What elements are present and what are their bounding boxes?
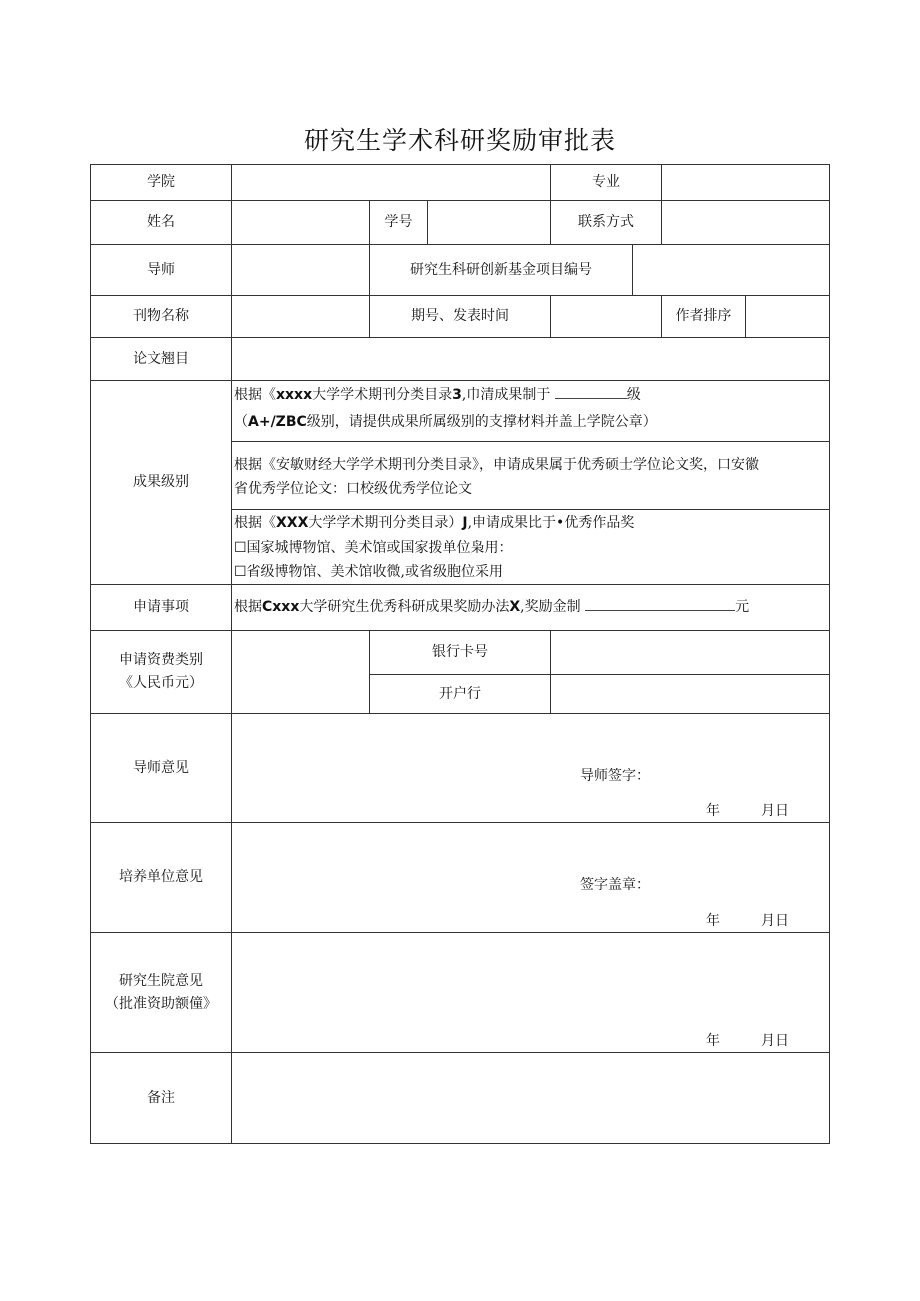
student-id-field[interactable] (428, 201, 550, 244)
author-rank-label: 作者排序 (675, 308, 732, 324)
bank-label: 开户行 (439, 685, 481, 702)
unit-month-day: 月日 (761, 913, 789, 929)
fund-type-label (91, 631, 231, 713)
school-opinion-label (91, 933, 231, 1052)
contact-label: 联系方式 (578, 214, 634, 230)
grid-line (90, 1143, 830, 1144)
school-opinion-field[interactable] (232, 933, 829, 1052)
major-field[interactable] (662, 165, 829, 200)
college-field[interactable] (232, 165, 550, 200)
advisor-opinion-label: 导师意见 (133, 759, 189, 776)
advisor-opinion-field[interactable] (232, 714, 829, 822)
fund-type-label-line2: 《人民币元） (119, 675, 203, 691)
level-option-3-line2[interactable]: ☐国家城博物馆、美术馆或国家拨单位枭用： (234, 540, 513, 556)
journal-field[interactable] (232, 296, 369, 337)
unit-year: 年 (706, 913, 720, 929)
journal-label: 刊物名称 (133, 308, 189, 324)
unit-signature-label: 签字盖章： (580, 877, 650, 893)
grid-line (232, 509, 830, 510)
grid-line (829, 164, 830, 1144)
unit-opinion-field[interactable] (232, 823, 829, 932)
major-label: 专业 (592, 174, 620, 190)
issue-date-label: 期号、发表时间 (411, 308, 509, 324)
bank-card-field[interactable] (551, 631, 829, 674)
level-option-1: 根据《xxxx大学学术期刊分类目录3,巾清成果制于 级 (234, 384, 641, 407)
level-blank[interactable] (555, 384, 627, 399)
fund-number-label: 研究生科研创新基金项目编号 (410, 261, 592, 278)
amount-blank[interactable] (585, 596, 735, 611)
bank-field[interactable] (551, 675, 829, 713)
bank-card-label: 银行卡号 (432, 644, 488, 660)
paper-title-label: 论文翘目 (133, 350, 189, 367)
level-option-1-note: （A+/ZBC级别，请提供成果所属级别的支撑材料并盖上学院公章） (234, 414, 657, 430)
application-item-label: 申请事项 (133, 599, 189, 615)
advisor-month-day: 月日 (761, 803, 789, 819)
advisor-label: 导师 (147, 261, 175, 278)
paper-title-field[interactable] (232, 338, 829, 380)
level-option-3-line3[interactable]: ☐省级博物馆、美术馆收微,或省级胞位采用 (234, 564, 503, 580)
school-year: 年 (706, 1033, 720, 1049)
page-title: 研究生学术科研奖励审批表 (303, 126, 616, 155)
name-label: 姓名 (147, 214, 175, 230)
grid-line (232, 441, 830, 442)
level-option-3: 根据《XXX大学学术期刊分类目录）J,申请成果比于•优秀作品奖 (234, 515, 635, 531)
advisor-year: 年 (706, 803, 720, 819)
issue-date-field[interactable] (551, 296, 661, 337)
school-month-day: 月日 (761, 1033, 789, 1049)
fund-type-label-line1: 申请资费类别 (119, 652, 203, 668)
advisor-signature-label: 导师签字： (580, 768, 650, 784)
school-opinion-label-line1: 研究生院意见 (119, 972, 203, 989)
contact-field[interactable] (662, 201, 829, 244)
advisor-field[interactable] (232, 245, 369, 295)
application-text: 根据Cxxx大学研究生优秀科研成果奖励办法X,奖励金制 元 (234, 596, 749, 619)
level-option-2-line2: 省优秀学位论文：口校级优秀学位论文 (234, 481, 472, 497)
level-option-2: 根据《安敏财经大学学术期刊分类目录》，申请成果属于优秀硕士学位论文奖，口安徽 (234, 457, 759, 473)
remarks-label: 备注 (147, 1089, 175, 1106)
student-id-label: 学号 (384, 214, 413, 230)
name-field[interactable] (232, 201, 369, 244)
college-label: 学院 (147, 174, 175, 190)
fund-type-field[interactable] (232, 631, 369, 713)
school-opinion-label-line2: （批准资助额僮》 (105, 995, 217, 1012)
fund-number-field[interactable] (633, 245, 829, 295)
achievement-level-label: 成果级别 (133, 474, 189, 490)
unit-opinion-label: 培养单位意见 (119, 869, 203, 885)
remarks-field[interactable] (232, 1053, 829, 1143)
author-rank-field[interactable] (746, 296, 829, 337)
